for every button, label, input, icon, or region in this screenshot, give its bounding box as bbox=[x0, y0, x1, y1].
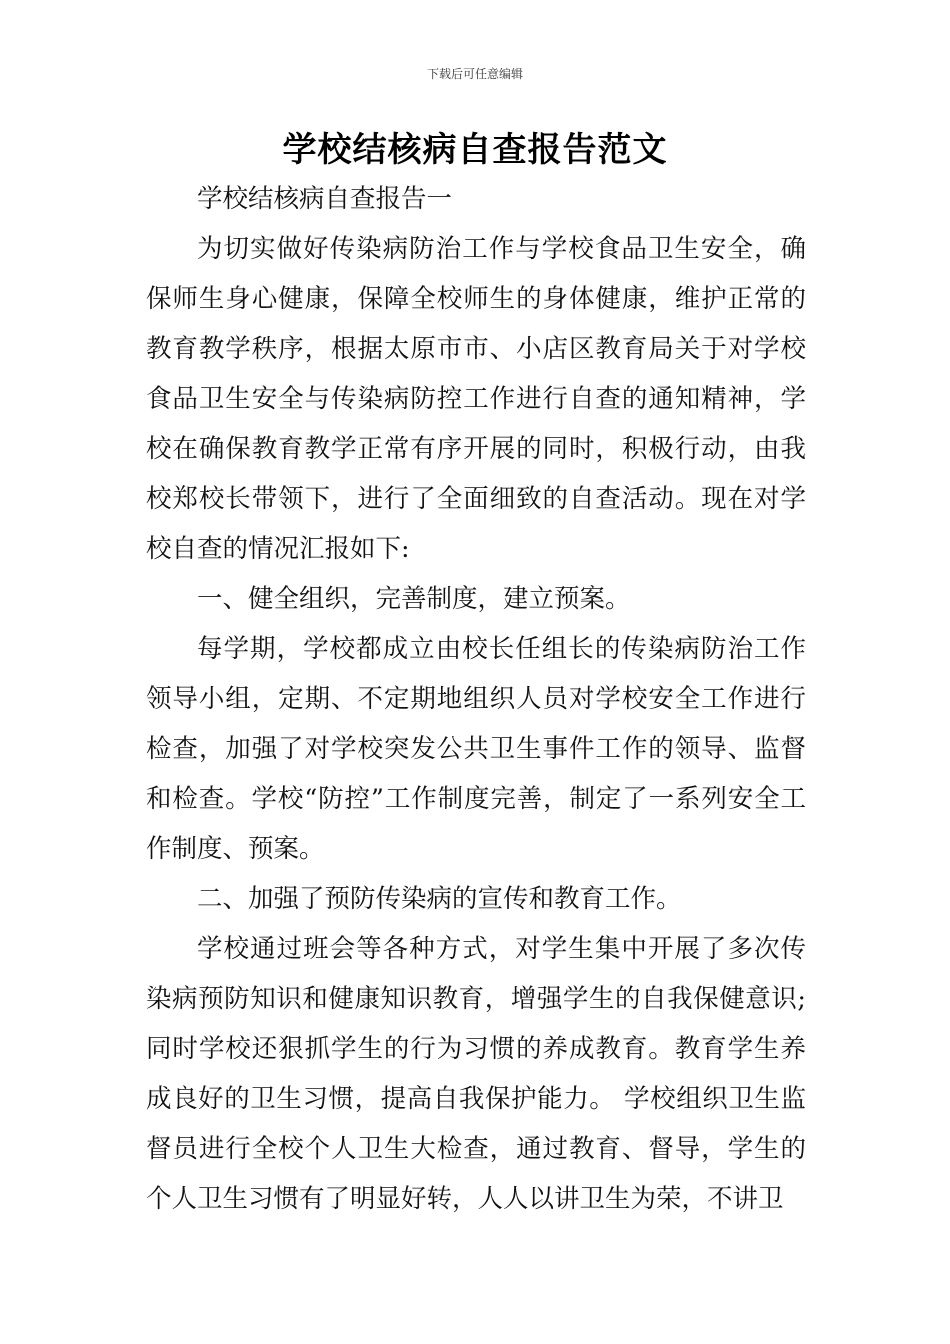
body-paragraph: 每学期，学校都成立由校长任组长的传染病防治工作领导小组，定期、不定期地组织人员对学校安全工作进行检查，加强了对学校突发公共卫生事件工作的领导、监督和检查。学校“防控”工作制度完善，制定了一系列安全工作制度、预案。 bbox=[146, 634, 806, 864]
body-paragraph: 学校通过班会等各种方式，对学生集中开展了多次传染病预防知识和健康知识教育，增强学生的自我保健意识;同时学校还狠抓学生的行为习惯的养成教育。教育学生养成良好的卫生习惯，提高自我保护能力。 学校组织卫生监督员进行全校个人卫生大检查，通过教育、督导，学生的个人卫生习惯有了明显好转，人人以讲卫生为荣，不讲卫 bbox=[146, 934, 806, 1214]
section-heading: 一、健全组织，完善制度，建立预案。 bbox=[197, 584, 631, 614]
body-paragraph: 为切实做好传染病防治工作与学校食品卫生安全，确保师生身心健康，保障全校师生的身体健康，维护正常的教育教学秩序，根据太原市市、小店区教育局关于对学校食品卫生安全与传染病防控工作进行自查的通知精神，学校在确保教育教学正常有序开展的同时，积极行动，由我校郑校长带领下，进行了全面细致的自查活动。现在对学校自查的情况汇报如下: bbox=[146, 234, 806, 564]
section-subtitle: 学校结核病自查报告一 bbox=[197, 184, 453, 214]
section-heading: 二、加强了预防传染病的宣传和教育工作。 bbox=[197, 884, 682, 914]
document-title: 学校结核病自查报告范文 bbox=[282, 130, 668, 170]
document-body bbox=[146, 174, 806, 1224]
header-note: 下载后可任意编辑 bbox=[426, 67, 523, 81]
